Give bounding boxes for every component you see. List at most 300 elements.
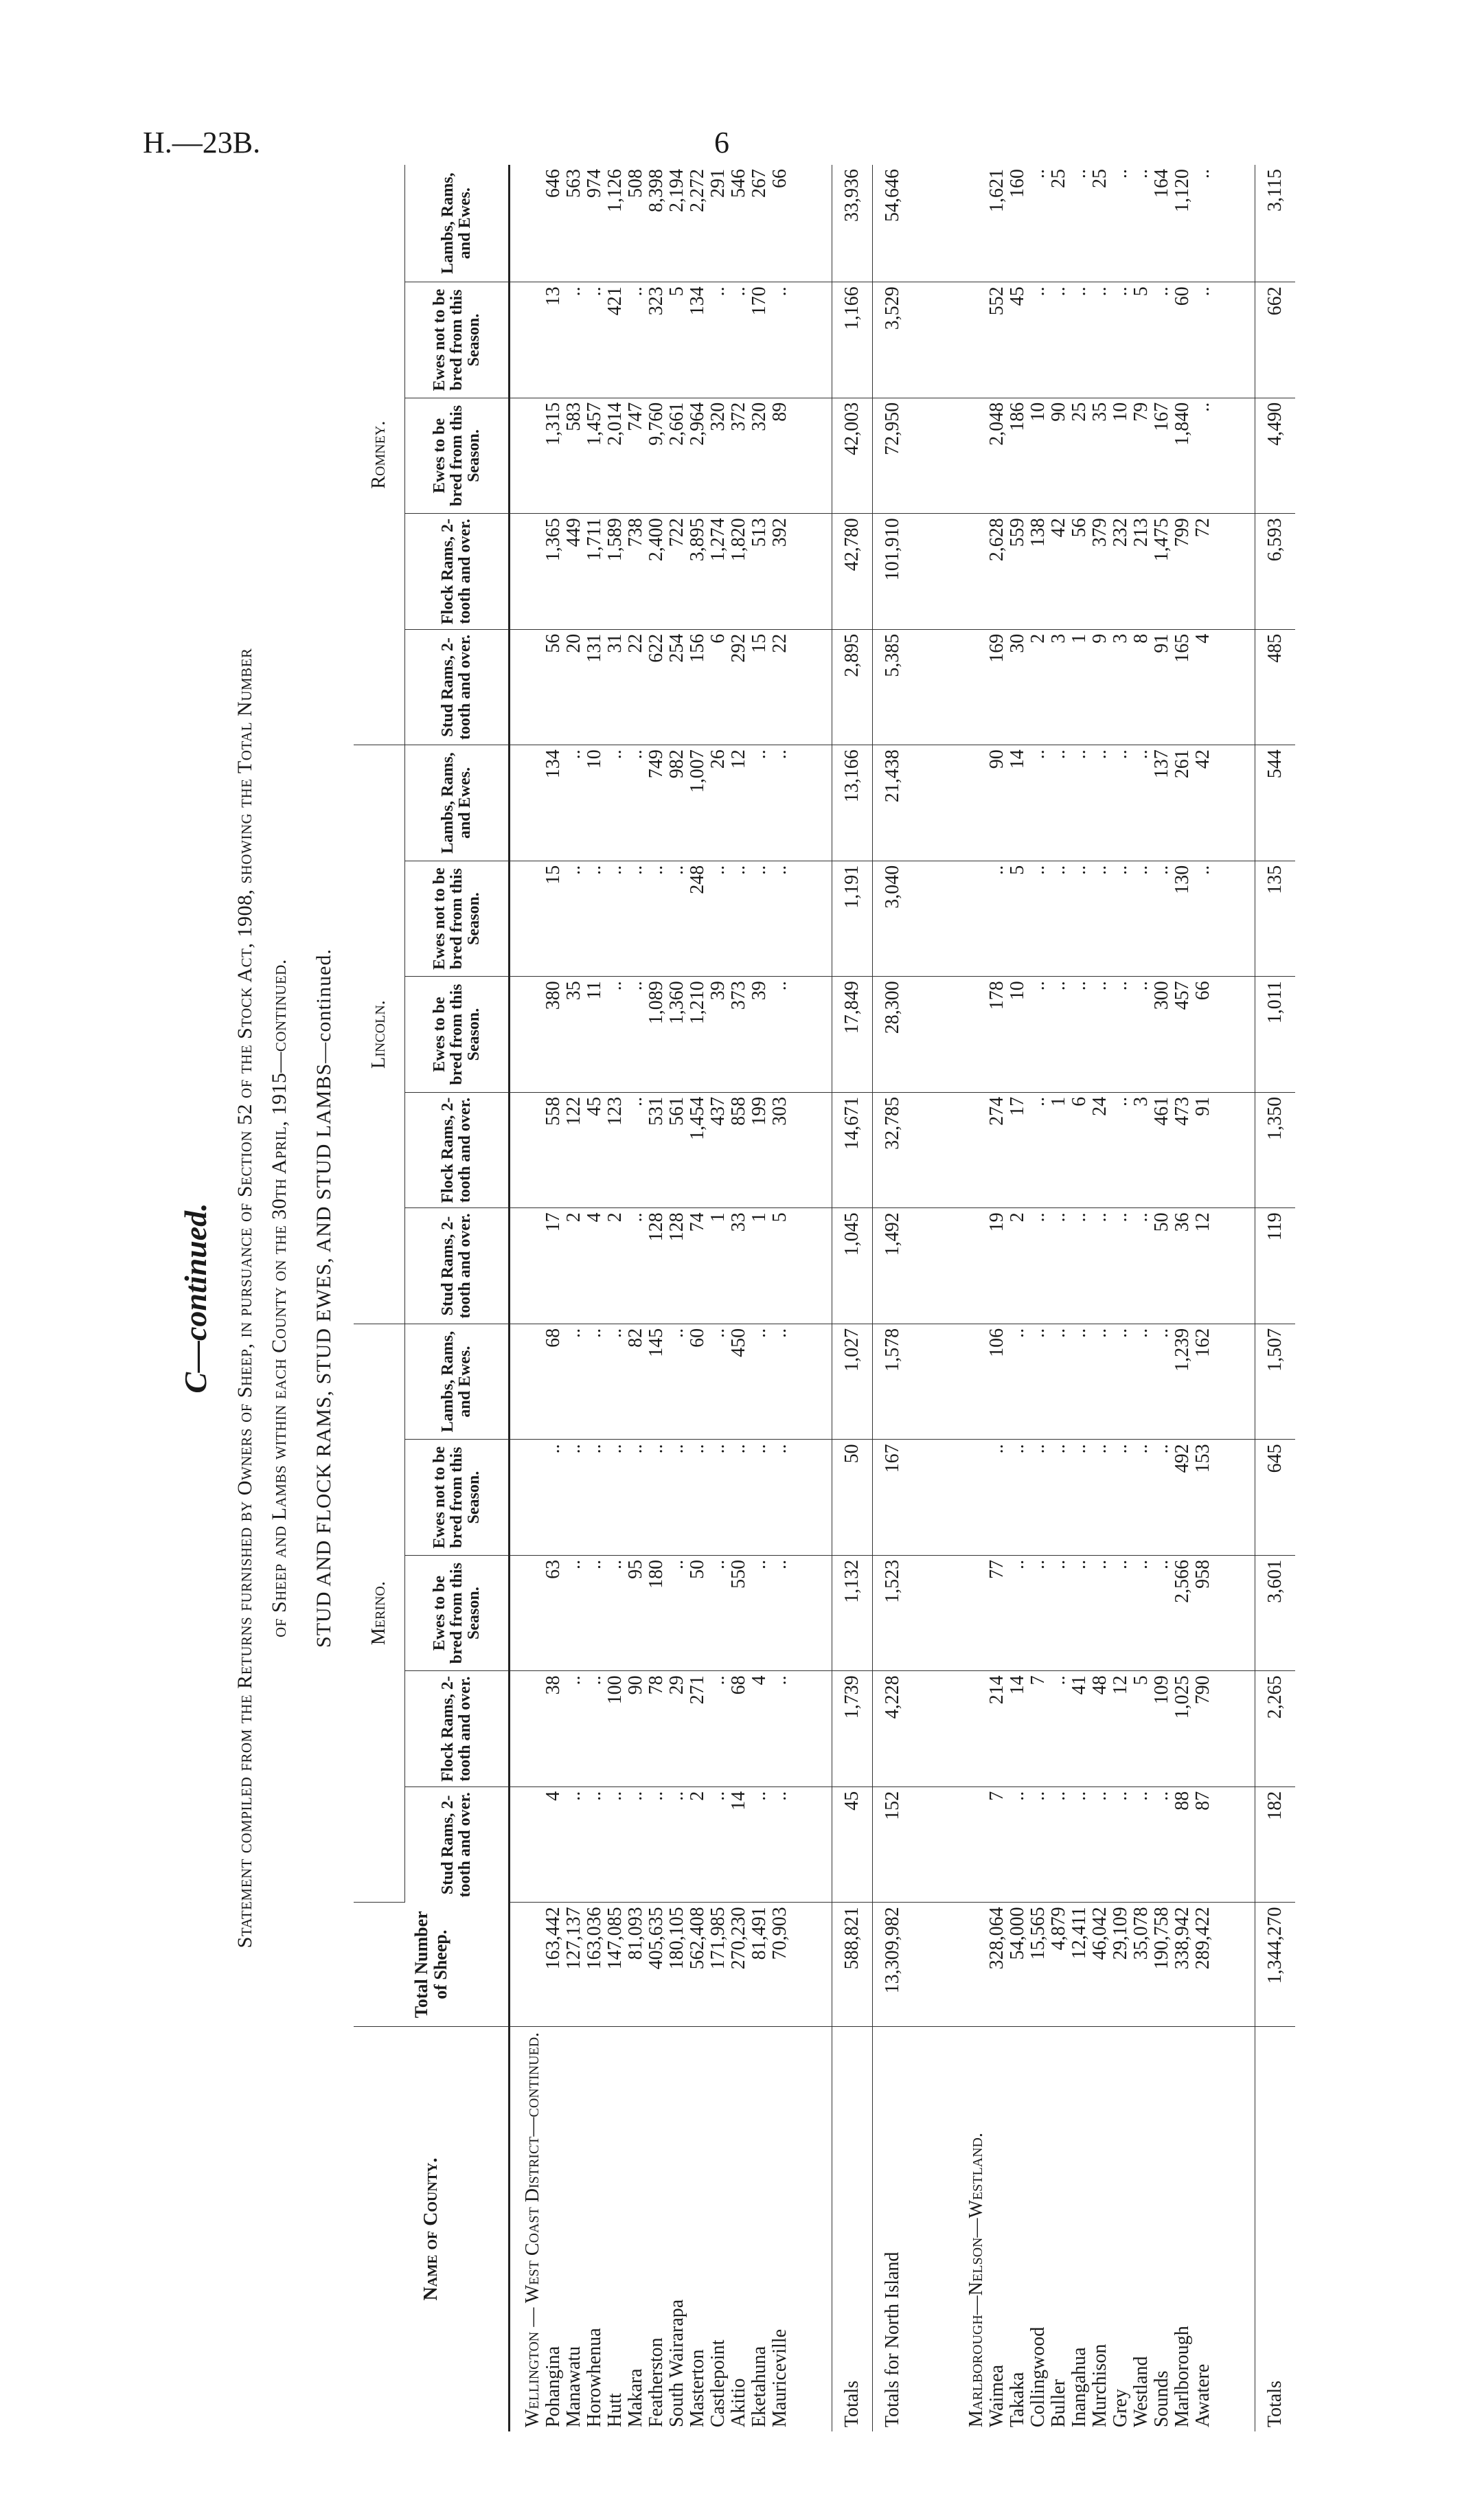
empty-cell: [913, 1208, 954, 1324]
district-heading: Wellington — West Coast District—continued.: [522, 2032, 543, 2427]
value-cell: 300: [1152, 977, 1172, 1093]
value-cell: 130: [1172, 861, 1193, 977]
value-cell: 858: [729, 1092, 749, 1208]
value-cell: 164: [1152, 165, 1172, 282]
value-cell: 261: [1172, 745, 1193, 861]
value-cell: ..: [564, 1440, 584, 1556]
value-cell: 2: [687, 1786, 708, 1903]
value-cell: 1,360: [667, 977, 687, 1093]
value-cell: ..: [1049, 745, 1069, 861]
value-cell: 2,400: [646, 514, 667, 630]
empty-cell: [913, 514, 954, 630]
value-cell: ..: [1049, 1208, 1069, 1324]
value-cell: 79: [1131, 398, 1152, 514]
value-cell: 372: [729, 398, 749, 514]
value-cell: ..: [1028, 1555, 1049, 1671]
rotated-page-content: [172, 165, 1286, 2431]
value-cell: 68: [543, 1324, 564, 1440]
value-cell: 2,014: [605, 398, 626, 514]
empty-cell: [510, 629, 544, 745]
value-cell: 42: [1049, 514, 1069, 630]
value-cell: 1,840: [1172, 398, 1193, 514]
value-cell: ..: [1028, 1208, 1049, 1324]
value-cell: 1,507: [1255, 1324, 1296, 1440]
empty-cell: [954, 629, 987, 745]
value-cell: 11: [584, 977, 605, 1093]
value-cell: ..: [1069, 1324, 1090, 1440]
value-cell: ..: [770, 1555, 790, 1671]
value-cell: ..: [1007, 1324, 1028, 1440]
district-heading: Marlborough—Nelson—Westland.: [966, 2133, 987, 2427]
value-cell: 214: [987, 1671, 1007, 1787]
value-cell: ..: [626, 282, 646, 398]
value-cell: 123: [605, 1092, 626, 1208]
value-cell: ..: [1049, 1786, 1069, 1903]
value-cell: 552: [987, 282, 1007, 398]
value-cell: ..: [1049, 282, 1069, 398]
value-cell: ..: [749, 1786, 770, 1903]
value-cell: 15,565: [1028, 1903, 1049, 2027]
value-cell: 90: [626, 1671, 646, 1787]
value-cell: 72,950: [873, 398, 913, 514]
county-name: Eketahuna: [749, 2346, 770, 2427]
value-cell: 2,265: [1255, 1671, 1296, 1787]
value-cell: 35: [1090, 398, 1110, 514]
value-cell: 122: [564, 1092, 584, 1208]
value-cell: 48: [1090, 1671, 1110, 1787]
value-cell: ..: [770, 977, 790, 1093]
value-cell: ..: [1090, 282, 1110, 398]
value-cell: 66: [770, 165, 790, 282]
county-row: [605, 165, 626, 2431]
value-cell: ..: [1049, 861, 1069, 977]
value-cell: ..: [1193, 861, 1213, 977]
empty-cell: [790, 2026, 832, 2431]
value-cell: 17: [543, 1208, 564, 1324]
value-cell: ..: [1069, 1208, 1090, 1324]
value-cell: ..: [584, 1555, 605, 1671]
value-cell: 4,490: [1255, 398, 1296, 514]
value-cell: 163,036: [584, 1903, 605, 2027]
value-cell: 35: [564, 977, 584, 1093]
value-cell: 1,820: [729, 514, 749, 630]
value-cell: ..: [564, 282, 584, 398]
value-cell: 1,589: [605, 514, 626, 630]
empty-cell: [790, 1555, 832, 1671]
value-cell: 109: [1152, 1671, 1172, 1787]
page-header-reference: H.—23B.: [143, 126, 261, 159]
value-cell: ..: [564, 861, 584, 977]
value-cell: ..: [667, 1555, 687, 1671]
value-cell: 128: [646, 1208, 667, 1324]
value-cell: 25: [1090, 165, 1110, 282]
value-cell: 26: [708, 745, 729, 861]
value-cell: ..: [1069, 165, 1090, 282]
value-cell: 1: [1049, 1092, 1069, 1208]
county-name: Buller: [1048, 2379, 1069, 2427]
value-cell: 320: [708, 398, 729, 514]
value-cell: ..: [584, 282, 605, 398]
empty-cell: [510, 977, 544, 1093]
value-cell: ..: [770, 1440, 790, 1556]
value-cell: 4: [749, 1671, 770, 1787]
value-cell: 13: [543, 282, 564, 398]
value-cell: 8: [1131, 629, 1152, 745]
value-cell: ..: [605, 861, 626, 977]
county-row: [646, 165, 667, 2431]
value-cell: 583: [564, 398, 584, 514]
value-cell: 558: [543, 1092, 564, 1208]
value-cell: 13,166: [832, 745, 873, 861]
empty-cell: [510, 1440, 544, 1556]
value-cell: 28,300: [873, 977, 913, 1093]
value-cell: 41: [1069, 1671, 1090, 1787]
value-cell: ..: [749, 1324, 770, 1440]
value-cell: 5: [1131, 1671, 1152, 1787]
value-cell: 3,529: [873, 282, 913, 398]
value-cell: 134: [687, 282, 708, 398]
value-cell: ..: [1110, 1324, 1131, 1440]
value-cell: 12,411: [1069, 1903, 1090, 2027]
value-cell: 134: [543, 745, 564, 861]
value-cell: 2,048: [987, 398, 1007, 514]
value-cell: 2,895: [832, 629, 873, 745]
value-cell: 271: [687, 1671, 708, 1787]
value-cell: 165: [1172, 629, 1193, 745]
county-row: [770, 165, 790, 2431]
value-cell: ..: [605, 745, 626, 861]
value-cell: 561: [667, 1092, 687, 1208]
value-cell: ..: [1090, 861, 1110, 977]
empty-cell: [510, 861, 544, 977]
value-cell: 60: [1172, 282, 1193, 398]
value-cell: 3,115: [1255, 165, 1296, 282]
value-cell: 5,385: [873, 629, 913, 745]
value-cell: ..: [1049, 1671, 1069, 1787]
empty-cell: [790, 282, 832, 398]
value-cell: 100: [605, 1671, 626, 1787]
value-cell: 17: [1007, 1092, 1028, 1208]
value-cell: ..: [605, 1324, 626, 1440]
value-cell: 127,137: [564, 1903, 584, 2027]
value-cell: ..: [1110, 861, 1131, 977]
empty-cell: [510, 1555, 544, 1671]
value-cell: 1,350: [1255, 1092, 1296, 1208]
value-cell: ..: [1028, 1092, 1049, 1208]
empty-cell: [913, 1324, 954, 1440]
value-cell: 167: [1152, 398, 1172, 514]
value-cell: 90: [1049, 398, 1069, 514]
sheep-statistics-table: [354, 165, 1295, 2431]
county-row: [667, 165, 687, 2431]
value-cell: 4: [543, 1786, 564, 1903]
value-cell: 749: [646, 745, 667, 861]
value-cell: 450: [729, 1324, 749, 1440]
value-cell: 1,365: [543, 514, 564, 630]
empty-cell: [790, 514, 832, 630]
empty-cell: [510, 745, 544, 861]
empty-cell: [954, 1903, 987, 2027]
value-cell: 544: [1255, 745, 1296, 861]
county-row: [1090, 165, 1110, 2431]
county-name: Murchison: [1089, 2344, 1110, 2427]
value-cell: ..: [1007, 1786, 1028, 1903]
value-cell: ..: [770, 745, 790, 861]
empty-cell: [913, 1555, 954, 1671]
value-cell: ..: [1193, 398, 1213, 514]
value-cell: 10: [1110, 398, 1131, 514]
merino-column-header: Flock Rams, 2-tooth and over.: [405, 1671, 510, 1787]
romney-column-header: Ewes not to be bred from this Season.: [405, 282, 510, 398]
value-cell: 3,601: [1255, 1555, 1296, 1671]
lincoln-column-header: Lambs, Rams, and Ewes.: [405, 745, 510, 861]
value-cell: 3: [1110, 629, 1131, 745]
value-cell: 8,398: [646, 165, 667, 282]
value-cell: 421: [605, 282, 626, 398]
county-name: Grey: [1110, 2389, 1131, 2427]
value-cell: ..: [1193, 282, 1213, 398]
empty-cell: [954, 745, 987, 861]
value-cell: 171,985: [708, 1903, 729, 2027]
value-cell: ..: [1069, 1786, 1090, 1903]
spacer-row: [790, 165, 832, 2431]
value-cell: ..: [667, 1324, 687, 1440]
value-cell: 38: [543, 1671, 564, 1787]
value-cell: 1,007: [687, 745, 708, 861]
empty-cell: [790, 1208, 832, 1324]
lincoln-column-header: Ewes not to be bred from this Season.: [405, 861, 510, 977]
empty-cell: [790, 165, 832, 282]
value-cell: 138: [1028, 514, 1049, 630]
value-cell: ..: [1152, 861, 1172, 977]
value-cell: ..: [1131, 1324, 1152, 1440]
value-cell: 380: [543, 977, 564, 1093]
value-cell: 87: [1193, 1786, 1213, 1903]
value-cell: ..: [1193, 165, 1213, 282]
value-cell: 81,491: [749, 1903, 770, 2027]
value-cell: 74: [687, 1208, 708, 1324]
value-cell: ..: [626, 977, 646, 1093]
value-cell: ..: [626, 1786, 646, 1903]
merino-column-header: Ewes to be bred from this Season.: [405, 1555, 510, 1671]
value-cell: 167: [873, 1440, 913, 1556]
value-cell: ..: [749, 1555, 770, 1671]
value-cell: 485: [1255, 629, 1296, 745]
value-cell: 2: [564, 1208, 584, 1324]
value-cell: 531: [646, 1092, 667, 1208]
value-cell: 77: [987, 1555, 1007, 1671]
value-cell: 12: [1193, 1208, 1213, 1324]
value-cell: 289,422: [1193, 1903, 1213, 2027]
value-cell: 15: [749, 629, 770, 745]
value-cell: ..: [1090, 1786, 1110, 1903]
county-row: [1028, 165, 1049, 2431]
value-cell: 56: [1069, 514, 1090, 630]
value-cell: 1,027: [832, 1324, 873, 1440]
value-cell: ..: [564, 745, 584, 861]
county-name: Awatere: [1192, 2363, 1213, 2427]
value-cell: ..: [729, 861, 749, 977]
value-cell: ..: [1069, 861, 1090, 977]
romney-group-header: Romney.: [354, 165, 405, 745]
value-cell: 1,132: [832, 1555, 873, 1671]
value-cell: 9: [1090, 629, 1110, 745]
empty-cell: [790, 1324, 832, 1440]
value-cell: 60: [687, 1324, 708, 1440]
value-cell: 29,109: [1110, 1903, 1131, 2027]
empty-cell: [1213, 861, 1255, 977]
value-cell: 10: [1007, 977, 1028, 1093]
value-cell: 54,000: [1007, 1903, 1028, 2027]
value-cell: ..: [626, 861, 646, 977]
value-cell: 1,025: [1172, 1671, 1193, 1787]
value-cell: 747: [626, 398, 646, 514]
value-cell: ..: [1069, 745, 1090, 861]
county-name: Castlepoint: [707, 2339, 729, 2427]
value-cell: 4: [584, 1208, 605, 1324]
value-cell: 22: [626, 629, 646, 745]
value-cell: 106: [987, 1324, 1007, 1440]
value-cell: ..: [605, 977, 626, 1093]
value-cell: 2,566: [1172, 1555, 1193, 1671]
value-cell: ..: [646, 1440, 667, 1556]
empty-cell: [913, 398, 954, 514]
value-cell: 10: [1028, 398, 1049, 514]
value-cell: 473: [1172, 1092, 1193, 1208]
value-cell: 199: [749, 1092, 770, 1208]
value-cell: 119: [1255, 1208, 1296, 1324]
county-name: Pohangina: [543, 2346, 564, 2427]
empty-cell: [1213, 1324, 1255, 1440]
empty-cell: [790, 1440, 832, 1556]
value-cell: 3,895: [687, 514, 708, 630]
value-cell: 81,093: [626, 1903, 646, 2027]
value-cell: 274: [987, 1092, 1007, 1208]
county-row: [1193, 165, 1213, 2431]
value-cell: 982: [667, 745, 687, 861]
value-cell: 622: [646, 629, 667, 745]
value-cell: 449: [564, 514, 584, 630]
value-cell: ..: [1090, 1555, 1110, 1671]
empty-cell: [913, 1903, 954, 2027]
county-name: Featherston: [646, 2337, 667, 2427]
statement-title-line-2: of Sheep and Lambs within each County on the 30th April, 1915—continued.: [268, 959, 290, 1637]
value-cell: 2,661: [667, 398, 687, 514]
value-cell: ..: [749, 1440, 770, 1556]
empty-cell: [790, 398, 832, 514]
value-cell: ..: [708, 282, 729, 398]
value-cell: 178: [987, 977, 1007, 1093]
empty-cell: [913, 2026, 954, 2431]
merino-column-header: Ewes not to be bred from this Season.: [405, 1440, 510, 1556]
table-subtitle: STUD AND FLOCK RAMS, STUD EWES, AND STUD LAMBS—continued.: [312, 949, 335, 1648]
value-cell: 42: [1193, 745, 1213, 861]
county-name: Masterton: [687, 2349, 708, 2427]
value-cell: 56: [543, 629, 564, 745]
value-cell: 4,228: [873, 1671, 913, 1787]
value-cell: 152: [873, 1786, 913, 1903]
county-row: [1069, 165, 1090, 2431]
value-cell: ..: [1152, 1324, 1172, 1440]
value-cell: ..: [1028, 165, 1049, 282]
value-cell: 1,621: [987, 165, 1007, 282]
empty-cell: [510, 1324, 544, 1440]
county-row: [626, 165, 646, 2431]
value-cell: 645: [1255, 1440, 1296, 1556]
value-cell: 5: [1131, 282, 1152, 398]
value-cell: ..: [1007, 1440, 1028, 1556]
value-cell: ..: [1110, 1440, 1131, 1556]
county-row: [729, 165, 749, 2431]
value-cell: ..: [646, 861, 667, 977]
empty-cell: [790, 745, 832, 861]
value-cell: 461: [1152, 1092, 1172, 1208]
empty-cell: [1213, 1092, 1255, 1208]
value-cell: ..: [708, 1671, 729, 1787]
value-cell: ..: [626, 1092, 646, 1208]
value-cell: ..: [584, 1671, 605, 1787]
value-cell: 5: [1007, 861, 1028, 977]
value-cell: 1,191: [832, 861, 873, 977]
value-cell: ..: [770, 861, 790, 977]
empty-cell: [510, 1903, 544, 2027]
value-cell: 2,628: [987, 514, 1007, 630]
value-cell: ..: [1152, 1440, 1172, 1556]
empty-cell: [954, 165, 987, 282]
empty-cell: [510, 398, 544, 514]
value-cell: ..: [708, 1324, 729, 1440]
value-cell: 78: [646, 1671, 667, 1787]
value-cell: ..: [564, 1555, 584, 1671]
group-header-row: [354, 165, 405, 2431]
value-cell: 232: [1110, 514, 1131, 630]
value-cell: 1,315: [543, 398, 564, 514]
value-cell: ..: [1049, 977, 1069, 1093]
value-cell: ..: [1110, 1786, 1131, 1903]
value-cell: 90: [987, 745, 1007, 861]
value-cell: ..: [605, 1440, 626, 1556]
county-name: Horowhenua: [584, 2328, 605, 2427]
page-number: 6: [714, 126, 729, 159]
value-cell: 662: [1255, 282, 1296, 398]
value-cell: 162: [1193, 1324, 1213, 1440]
value-cell: 42,780: [832, 514, 873, 630]
value-cell: 3,040: [873, 861, 913, 977]
value-cell: 4,879: [1049, 1903, 1069, 2027]
value-cell: ..: [626, 745, 646, 861]
value-cell: 89: [770, 398, 790, 514]
value-cell: 145: [646, 1324, 667, 1440]
county-row: [708, 165, 729, 2431]
value-cell: 15: [543, 861, 564, 977]
value-cell: 33,936: [832, 165, 873, 282]
county-name: Marlborough: [1172, 2326, 1193, 2427]
value-cell: 68: [729, 1671, 749, 1787]
empty-cell: [954, 1208, 987, 1324]
empty-cell: [1213, 1555, 1255, 1671]
value-cell: ..: [1110, 745, 1131, 861]
value-cell: 45: [584, 1092, 605, 1208]
empty-cell: [1213, 1903, 1255, 2027]
value-cell: ..: [584, 1440, 605, 1556]
romney-column-header: Ewes to be bred from this Season.: [405, 398, 510, 514]
value-cell: 101,910: [873, 514, 913, 630]
value-cell: 1,523: [873, 1555, 913, 1671]
value-cell: 153: [1193, 1440, 1213, 1556]
value-cell: 790: [1193, 1671, 1213, 1787]
empty-cell: [954, 1440, 987, 1556]
value-cell: ..: [1069, 282, 1090, 398]
